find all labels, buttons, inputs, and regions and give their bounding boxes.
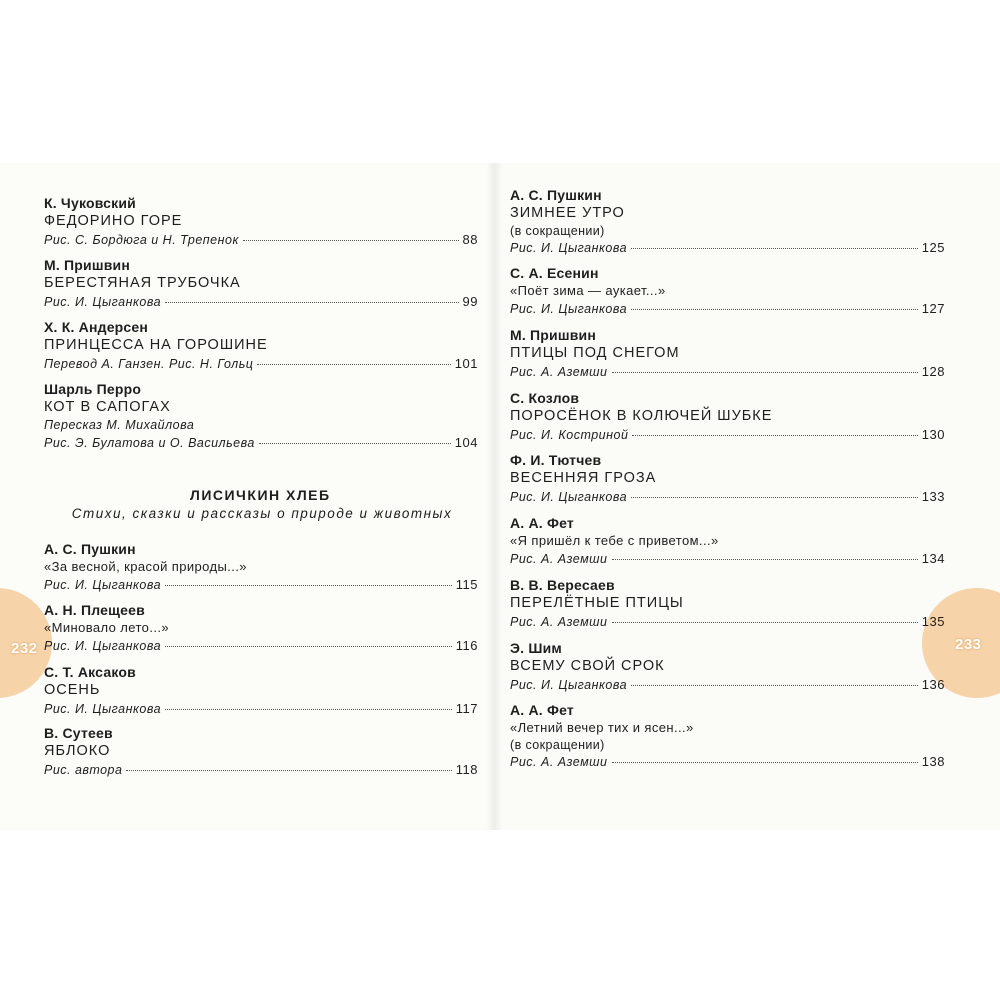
entry-page-number: 130 <box>921 427 945 442</box>
dot-leader <box>165 709 452 710</box>
entry-author: Э. Шим <box>510 640 562 656</box>
entry-title: БЕРЕСТЯНАЯ ТРУБОЧКА <box>44 275 241 291</box>
entry-title: КОТ В САПОГАХ <box>44 399 171 415</box>
dot-leader <box>612 559 918 560</box>
entry-author: А. Н. Плещеев <box>44 602 145 618</box>
entry-illustrator: Рис. И. Костриной <box>510 428 629 442</box>
entry-page-number: 117 <box>455 701 478 716</box>
entry-author: М. Пришвин <box>44 257 130 273</box>
entry-title: ВСЕМУ СВОЙ СРОК <box>510 658 665 674</box>
entry-illustrator: Рис. И. Цыганкова <box>44 639 162 653</box>
toc-entry[interactable] <box>44 601 478 655</box>
entry-title: ОСЕНЬ <box>44 682 101 698</box>
entry-title: «За весной, красой природы...» <box>44 559 247 574</box>
entry-author: К. Чуковский <box>44 195 136 211</box>
entry-illustrator: Рис. И. Цыганкова <box>510 241 628 255</box>
entry-title: «Поёт зима — аукает...» <box>510 283 666 298</box>
dot-leader <box>632 435 917 436</box>
entry-page-number: 136 <box>921 677 945 692</box>
entry-page-number: 134 <box>921 551 945 566</box>
entry-author: А. С. Пушкин <box>510 187 602 203</box>
entry-title: ЯБЛОКО <box>44 743 111 759</box>
dot-leader <box>612 622 918 623</box>
entry-page-number: 115 <box>455 577 478 592</box>
entry-illustrator: Рис. Э. Булатова и О. Васильева <box>44 436 255 450</box>
entry-author: Шарль Перро <box>44 381 142 397</box>
entry-title: ФЕДОРИНО ГОРЕ <box>44 213 183 229</box>
entry-page-number: 101 <box>454 356 478 371</box>
dot-leader <box>612 372 918 373</box>
entry-page-number: 138 <box>921 754 945 769</box>
entry-note: (в сокращении) <box>510 738 605 752</box>
book-gutter <box>486 163 502 830</box>
dot-leader <box>165 646 452 647</box>
entry-page-number: 127 <box>921 301 945 316</box>
entry-note: (в сокращении) <box>510 224 605 238</box>
entry-illustrator: Рис. И. Цыганкова <box>44 702 162 716</box>
dot-leader <box>165 302 458 303</box>
entry-title: ПЕРЕЛЁТНЫЕ ПТИЦЫ <box>510 595 684 611</box>
dot-leader <box>631 685 918 686</box>
entry-title: ПТИЦЫ ПОД СНЕГОМ <box>510 345 680 361</box>
entry-page-number: 99 <box>462 294 478 309</box>
toc-entry[interactable] <box>510 514 945 568</box>
entry-page-number: 128 <box>921 364 945 379</box>
entry-author: С. Козлов <box>510 390 580 406</box>
toc-entry[interactable] <box>510 576 945 631</box>
entry-title: «Летний вечер тих и ясен...» <box>510 720 694 735</box>
page-number-left: 232 <box>11 640 38 657</box>
entry-page-number: 88 <box>462 232 478 247</box>
dot-leader <box>612 762 918 763</box>
dot-leader <box>165 585 452 586</box>
entry-author: С. А. Есенин <box>510 265 599 281</box>
dot-leader <box>259 443 451 444</box>
entry-retelling: Пересказ М. Михайлова <box>44 418 195 432</box>
entry-page-number: 118 <box>455 762 478 777</box>
entry-illustrator: Рис. А. Аземши <box>510 615 608 629</box>
dot-leader <box>126 770 451 771</box>
entry-illustrator: Рис. А. Аземши <box>510 365 608 379</box>
toc-entry[interactable] <box>44 724 478 779</box>
toc-entry[interactable] <box>44 663 478 718</box>
dot-leader <box>631 497 918 498</box>
entry-illustrator: Рис. И. Цыганкова <box>510 490 628 504</box>
toc-entry[interactable] <box>510 701 945 771</box>
entry-author: Х. К. Андерсен <box>44 319 149 335</box>
entry-page-number: 125 <box>921 240 945 255</box>
entry-author: В. Сутеев <box>44 725 113 741</box>
entry-illustrator: Рис. А. Аземши <box>510 552 608 566</box>
entry-author: М. Пришвин <box>510 327 596 343</box>
entry-title: ПРИНЦЕССА НА ГОРОШИНЕ <box>44 337 268 353</box>
entry-page-number: 104 <box>454 435 478 450</box>
entry-illustrator: Рис. И. Цыганкова <box>44 578 162 592</box>
toc-entry[interactable] <box>44 380 478 452</box>
entry-author: А. А. Фет <box>510 515 574 531</box>
section-title: ЛИСИЧКИН ХЛЕБ <box>190 487 331 503</box>
entry-title: ПОРОСЁНОК В КОЛЮЧЕЙ ШУБКЕ <box>510 408 773 424</box>
dot-leader <box>631 248 918 249</box>
entry-illustrator: Рис. автора <box>44 763 123 777</box>
dot-leader <box>243 240 459 241</box>
toc-entry[interactable] <box>510 389 945 444</box>
dot-leader <box>257 364 450 365</box>
entry-author: А. С. Пушкин <box>44 541 136 557</box>
toc-entry[interactable] <box>510 639 945 694</box>
entry-page-number: 135 <box>921 614 945 629</box>
toc-entry[interactable] <box>44 540 478 594</box>
toc-entry[interactable] <box>44 318 478 373</box>
entry-illustrator: Рис. И. Цыганкова <box>510 302 628 316</box>
entry-title: «Миновало лето...» <box>44 620 169 635</box>
entry-illustrator: Рис. А. Аземши <box>510 755 608 769</box>
entry-page-number: 133 <box>921 489 945 504</box>
toc-entry[interactable] <box>510 326 945 381</box>
toc-entry[interactable] <box>510 451 945 506</box>
toc-entry[interactable] <box>44 256 478 311</box>
entry-illustrator: Рис. И. Цыганкова <box>44 295 162 309</box>
entry-title: «Я пришёл к тебе с приветом...» <box>510 533 719 548</box>
section-subtitle: Стихи, сказки и рассказы о природе и животных <box>71 506 453 521</box>
entry-author: С. Т. Аксаков <box>44 664 136 680</box>
dot-leader <box>631 309 918 310</box>
entry-author: Ф. И. Тютчев <box>510 452 602 468</box>
entry-page-number: 116 <box>455 638 478 653</box>
entry-illustrator: Рис. С. Бордюга и Н. Трепенок <box>44 233 239 247</box>
entry-author: В. В. Вересаев <box>510 577 615 593</box>
page-number-right: 233 <box>955 636 982 653</box>
entry-illustrator: Рис. И. Цыганкова <box>510 678 628 692</box>
toc-entry[interactable] <box>44 194 478 249</box>
entry-title: ЗИМНЕЕ УТРО <box>510 205 625 221</box>
entry-author: А. А. Фет <box>510 702 574 718</box>
toc-entry[interactable] <box>510 186 945 257</box>
toc-entry[interactable] <box>510 264 945 318</box>
entry-illustrator: Перевод А. Ганзен. Рис. Н. Гольц <box>44 357 254 371</box>
entry-title: ВЕСЕННЯЯ ГРОЗА <box>510 470 657 486</box>
